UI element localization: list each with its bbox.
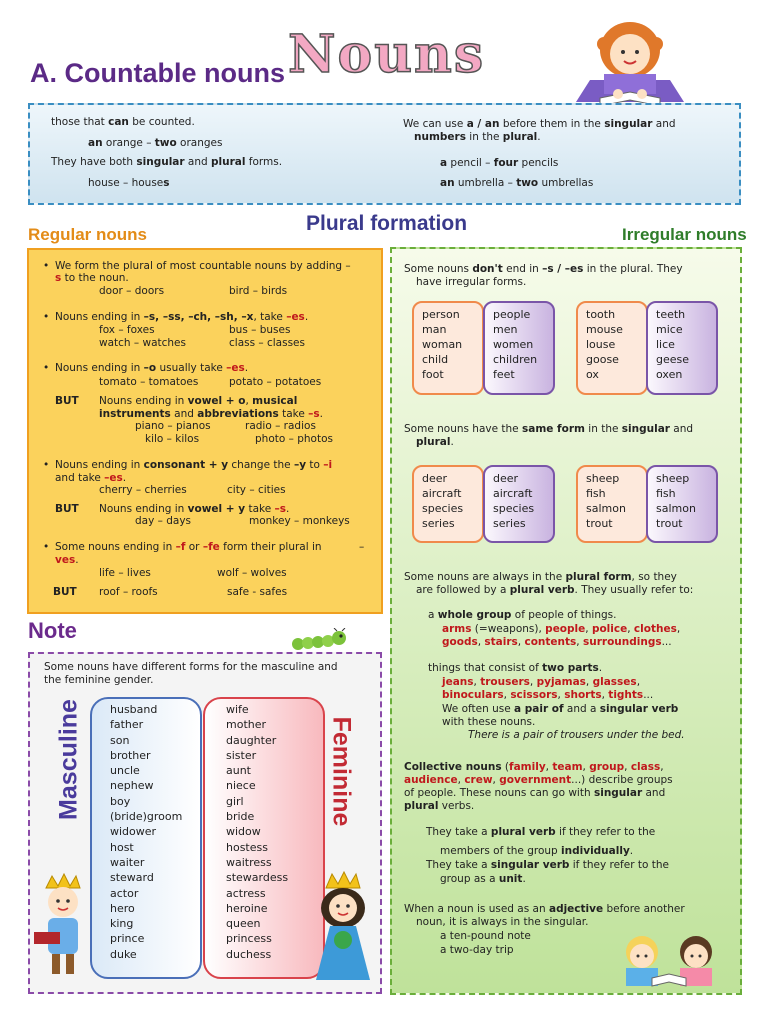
plural-formation-heading: Plural formation xyxy=(306,212,468,235)
word: trout xyxy=(586,517,613,530)
word: series xyxy=(422,517,455,530)
regular-example: door – doors xyxy=(99,285,165,297)
word: sheep xyxy=(586,472,620,485)
irregular-singular-box-1 xyxy=(412,301,484,395)
word: louse xyxy=(586,338,616,351)
feminine-word: wife xyxy=(226,703,249,716)
but-label: BUT xyxy=(55,395,79,407)
word: salmon xyxy=(586,502,626,515)
regular-rule-6: Nouns ending in vowel + y take –s. xyxy=(99,503,290,515)
masculine-word: duke xyxy=(110,947,137,961)
word: goose xyxy=(586,353,619,366)
whole-group-examples: arms (=weapons), people, police, clothes, xyxy=(442,623,681,635)
caterpillar-icon xyxy=(290,628,348,652)
masculine-word: father xyxy=(110,718,144,732)
regular-rule-4b: instruments and abbreviations take –s. xyxy=(99,408,324,420)
regular-rule-5: Nouns ending in consonant + y change the –y to –i xyxy=(55,459,333,471)
regular-example: radio – radios xyxy=(245,420,316,432)
feminine-word: daughter xyxy=(226,733,277,747)
word: deer xyxy=(422,472,448,485)
irregular-rule-1: Some nouns don't end in –s / –es in the plural. They xyxy=(404,263,683,275)
regular-example: safe - safes xyxy=(227,586,288,598)
word: ox xyxy=(586,368,599,381)
kids-reading-illustration xyxy=(612,930,732,990)
masculine-word: brother xyxy=(110,748,151,762)
countable-example-1: an orange – two oranges xyxy=(88,137,223,149)
regular-example: watch – watches xyxy=(99,337,186,349)
bullet-icon: • xyxy=(43,362,50,374)
word: women xyxy=(493,338,534,351)
same-form-box-4 xyxy=(646,465,718,543)
word: species xyxy=(493,502,535,515)
singular-verb-line: They take a singular verb if they refer to the xyxy=(426,859,669,871)
note-heading: Note xyxy=(28,618,77,643)
irregular-plural-box-2 xyxy=(646,301,718,395)
girl-reading-illustration xyxy=(560,14,700,110)
but-label: BUT xyxy=(53,586,77,598)
pair-of-line: We often use a pair of and a singular verb xyxy=(442,703,679,715)
irregular-plural-box-1 xyxy=(483,301,555,395)
word: series xyxy=(493,517,526,530)
word: trout xyxy=(656,517,683,530)
same-form-box-3 xyxy=(576,465,648,543)
regular-example: piano – pianos xyxy=(135,420,211,432)
article-example-1: a pencil – four pencils xyxy=(440,157,559,169)
regular-example: monkey – monkeys xyxy=(249,515,350,527)
countable-line-1: those that can be counted. xyxy=(51,116,195,128)
regular-rule-1b: s to the noun. xyxy=(55,272,129,284)
feminine-word: duchess xyxy=(226,947,272,961)
word: man xyxy=(422,323,447,336)
countable-definition-box xyxy=(28,103,741,205)
feminine-word: bride xyxy=(226,810,255,824)
word: deer xyxy=(493,472,519,485)
word: mouse xyxy=(586,323,623,336)
regular-rule-3: Nouns ending in –o usually take –es. xyxy=(55,362,249,374)
word: men xyxy=(493,323,518,336)
regular-example: bird – birds xyxy=(229,285,288,297)
word: teeth xyxy=(656,308,686,321)
word: oxen xyxy=(656,368,683,381)
feminine-word: princess xyxy=(226,932,272,946)
but-label: BUT xyxy=(55,503,79,515)
regular-example: tomato – tomatoes xyxy=(99,376,199,388)
regular-example: cherry – cherries xyxy=(99,484,187,496)
masculine-word: widower xyxy=(110,825,157,839)
masculine-word: (bride)groom xyxy=(110,810,183,824)
irregular-nouns-box xyxy=(390,247,742,995)
feminine-word: widow xyxy=(226,825,261,839)
feminine-word: mother xyxy=(226,718,267,732)
countable-line-2: They have both singular and plural forms. xyxy=(51,156,283,168)
word: geese xyxy=(656,353,690,366)
collective-nouns-line-3: of people. These nouns can go with singular and xyxy=(404,787,666,799)
feminine-word: waitress xyxy=(226,855,272,869)
irregular-rule-2: Some nouns have the same form in the singular and xyxy=(404,423,694,435)
word: feet xyxy=(493,368,515,381)
collective-nouns-line-4: plural verbs. xyxy=(404,800,475,812)
regular-example: photo – photos xyxy=(255,433,333,445)
feminine-word: heroine xyxy=(226,901,268,915)
masculine-word: actor xyxy=(110,886,139,900)
regular-rule-5b: and take –es. xyxy=(55,472,127,484)
feminine-list xyxy=(226,702,288,962)
two-parts-examples-2: binoculars, scissors, shorts, tights... xyxy=(442,689,654,701)
regular-example: potato – potatoes xyxy=(229,376,322,388)
word: child xyxy=(422,353,449,366)
masculine-list xyxy=(110,702,182,962)
feminine-word: hostess xyxy=(226,840,268,854)
collective-nouns-line-2: audience, crew, government...) describe groups xyxy=(404,774,673,786)
masculine-word: uncle xyxy=(110,764,140,778)
irregular-rule-3b: are followed by a plural verb. They usually refer to: xyxy=(416,584,694,596)
regular-example: kilo – kilos xyxy=(145,433,200,445)
masculine-word: host xyxy=(110,840,134,854)
word: aircraft xyxy=(422,487,462,500)
irregular-rule-3: Some nouns are always in the plural form, so they xyxy=(404,571,677,583)
feminine-word: sister xyxy=(226,748,257,762)
feminine-word: queen xyxy=(226,917,261,931)
whole-group-line: a whole group of people of things. xyxy=(428,609,617,621)
word: lice xyxy=(656,338,675,351)
same-form-box-1 xyxy=(412,465,484,543)
irregular-singular-box-2 xyxy=(576,301,648,395)
regular-example: wolf – wolves xyxy=(217,567,287,579)
regular-example: city – cities xyxy=(227,484,286,496)
masculine-word: steward xyxy=(110,871,154,885)
queen-illustration xyxy=(306,868,378,986)
feminine-word: aunt xyxy=(226,764,251,778)
two-parts-line: things that consist of two parts. xyxy=(428,662,603,674)
regular-example: life – lives xyxy=(99,567,151,579)
collective-nouns-line: Collective nouns (family, team, group, class, xyxy=(404,761,664,773)
plural-verb-line-2: members of the group individually. xyxy=(440,845,634,857)
word: tooth xyxy=(586,308,616,321)
regular-rule-1: We form the plural of most countable nouns by adding – xyxy=(55,260,351,272)
adjective-rule: When a noun is used as an adjective before another xyxy=(404,903,685,915)
regular-example: bus – buses xyxy=(229,324,291,336)
pair-of-line-2: with these nouns. xyxy=(442,716,536,728)
regular-nouns-box xyxy=(27,248,383,614)
page-title: Nouns xyxy=(288,24,486,85)
word: woman xyxy=(422,338,463,351)
word: fish xyxy=(586,487,606,500)
masculine-word: hero xyxy=(110,901,135,915)
word: foot xyxy=(422,368,444,381)
masculine-word: nephew xyxy=(110,779,154,793)
regular-rule-7-dash: – xyxy=(359,541,365,553)
word: species xyxy=(422,502,464,515)
bullet-icon: • xyxy=(43,459,50,471)
article-line-1: We can use a / an before them in the singular and xyxy=(403,118,676,130)
word: fish xyxy=(656,487,676,500)
word: person xyxy=(422,308,460,321)
king-illustration xyxy=(32,870,92,980)
countable-example-2: house – houses xyxy=(88,177,170,189)
word: sheep xyxy=(656,472,690,485)
note-line-2: the feminine gender. xyxy=(44,674,154,686)
feminine-word: girl xyxy=(226,794,244,808)
bullet-icon: • xyxy=(43,311,50,323)
masculine-word: son xyxy=(110,733,130,747)
adjective-rule-2: noun, it is always in the singular. xyxy=(416,916,589,928)
bullet-icon: • xyxy=(43,541,50,553)
adjective-example: a two-day trip xyxy=(440,944,514,956)
pair-of-example: There is a pair of trousers under the bed. xyxy=(468,729,685,741)
regular-rule-7: Some nouns ending in –f or –fe form their plural in xyxy=(55,541,322,553)
two-parts-examples: jeans, trousers, pyjamas, glasses, xyxy=(442,676,641,688)
irregular-rule-2b: plural. xyxy=(416,436,454,448)
feminine-word: stewardess xyxy=(226,871,289,885)
regular-example: fox – foxes xyxy=(99,324,155,336)
same-form-box-2 xyxy=(483,465,555,543)
article-example-2: an umbrella – two umbrellas xyxy=(440,177,594,189)
masculine-label: Masculine xyxy=(54,699,83,820)
word: people xyxy=(493,308,531,321)
masculine-word: king xyxy=(110,917,134,931)
irregular-rule-1b: have irregular forms. xyxy=(416,276,527,288)
bullet-icon: • xyxy=(43,260,50,272)
regular-rule-4: Nouns ending in vowel + o, musical xyxy=(99,395,298,407)
word: mice xyxy=(656,323,683,336)
masculine-word: husband xyxy=(110,703,158,716)
masculine-word: waiter xyxy=(110,855,145,869)
feminine-label: Feminine xyxy=(327,716,356,827)
regular-example: roof – roofs xyxy=(99,586,158,598)
irregular-nouns-heading: Irregular nouns xyxy=(622,225,747,244)
adjective-example: a ten-pound note xyxy=(440,930,531,942)
masculine-word: boy xyxy=(110,794,131,808)
note-line-1: Some nouns have different forms for the masculine and xyxy=(44,661,338,673)
masculine-word: prince xyxy=(110,932,145,946)
singular-verb-line-2: group as a unit. xyxy=(440,873,526,885)
regular-nouns-heading: Regular nouns xyxy=(28,225,148,244)
regular-rule-2: Nouns ending in –s, –ss, –ch, –sh, –x, take –es. xyxy=(55,311,309,323)
plural-verb-line: They take a plural verb if they refer to the xyxy=(426,826,656,838)
regular-example: class – classes xyxy=(229,337,305,349)
regular-example: day – days xyxy=(135,515,192,527)
whole-group-examples-2: goods, stairs, contents, surroundings... xyxy=(442,636,672,648)
article-line-2: numbers in the plural. xyxy=(414,131,541,143)
feminine-word: niece xyxy=(226,779,256,793)
regular-rule-7b: ves. xyxy=(55,554,79,566)
word: aircraft xyxy=(493,487,533,500)
word: children xyxy=(493,353,538,366)
countable-nouns-heading: A. Countable nouns xyxy=(30,58,285,88)
word: salmon xyxy=(656,502,696,515)
feminine-word: actress xyxy=(226,886,266,900)
